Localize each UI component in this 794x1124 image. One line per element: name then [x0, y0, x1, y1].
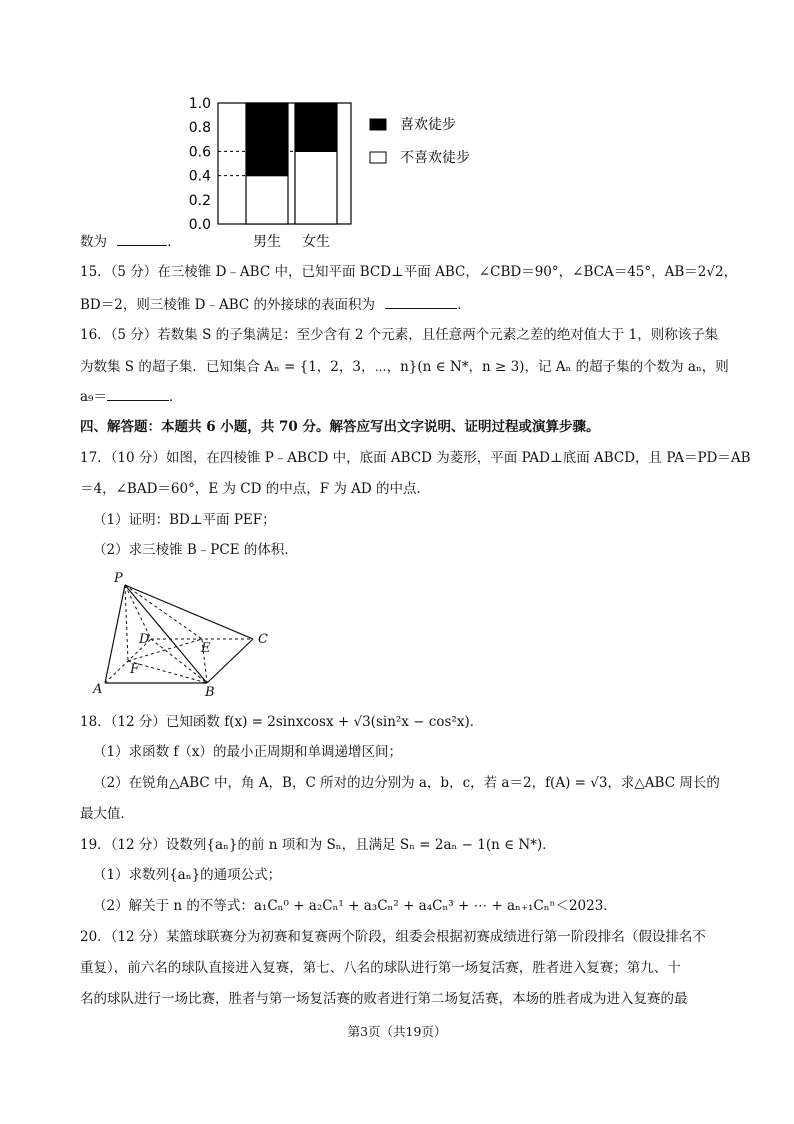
y-tick-label: 0.2 [188, 192, 211, 209]
q19-sub1: （1）求数列{aₙ}的通项公式； [93, 867, 282, 883]
label-A: A [93, 682, 103, 697]
legend-label-like: 喜欢徒步 [400, 117, 456, 133]
label-C: C [258, 632, 268, 647]
label-P: P [114, 571, 123, 586]
q14-text: 数为 [80, 234, 107, 250]
page-footer: 第3页（共19页） [347, 1024, 447, 1039]
y-tick-label: 0.0 [188, 217, 211, 233]
legend-swatch-dislike [370, 152, 386, 163]
q17-sub1: （1）证明：BD⊥平面 PEF； [93, 512, 276, 528]
q16-line3 [80, 388, 182, 406]
bar-segment [295, 151, 337, 224]
q17-sub2: （2）求三棱锥 B﹣PCE 的体积． [93, 542, 298, 558]
q16-end: ． [168, 389, 183, 405]
q15-text: BD＝2，则三棱锥 D﹣ABC 的外接球的表面积为 [80, 297, 375, 313]
q18-sub2b: 最大值． [80, 806, 134, 822]
q20-line1: 20．（12 分）某篮球联赛分为初赛和复赛两个阶段，组委会根据初赛成绩进行第一阶段排名（假设排名不 [80, 929, 706, 945]
label-B: B [205, 685, 215, 700]
q14-answer-blank[interactable] [117, 233, 167, 246]
q15-line2 [80, 296, 471, 314]
q16-text: a₉＝ [80, 389, 107, 405]
y-tick-label: 0.8 [188, 120, 211, 137]
label-F: F [130, 662, 140, 677]
x-category-label: 女生 [302, 234, 330, 250]
legend-swatch-like [370, 119, 386, 130]
q16-line1: 16．（5 分）若数集 S 的子集满足：至少含有 2 个元素，且任意两个元素之差的绝对值大于 1，则称该子集 [80, 327, 719, 343]
q17-line1: 17．（10 分）如图，在四棱锥 P﹣ABCD 中，底面 ABCD 为菱形，平面 PAD⊥底面 ABCD，且 PA＝PD＝AB [80, 450, 751, 466]
q18-line1: 18．（12 分）已知函数 f(x) = 2sinxcosx + √3(sin²x − cos²x)． [80, 714, 484, 730]
y-tick-label: 1.0 [188, 96, 211, 112]
bar-segment [295, 103, 337, 151]
bar-segment [246, 103, 288, 176]
y-tick-label: 0.4 [188, 168, 211, 185]
label-D: D [139, 632, 150, 647]
q19-line1: 19．（12 分）设数列{aₙ}的前 n 项和为 Sₙ，且满足 Sₙ = 2aₙ − 1(n ∈ N*)． [80, 837, 556, 853]
q14-tail [80, 233, 181, 251]
label-E: E [201, 641, 211, 656]
q17-line2: ＝4，∠BAD＝60°，E 为 CD 的中点，F 为 AD 的中点． [80, 481, 431, 497]
q18-sub1: （1）求函数 f（x）的最小正周期和单调递增区间； [93, 744, 402, 760]
q16-answer-blank[interactable] [107, 388, 169, 401]
q15-line1: 15．（5 分）在三棱锥 D﹣ABC 中，已知平面 BCD⊥平面 ABC，∠CBD＝90°，∠BCA＝45°，AB＝2√2， [80, 264, 738, 280]
q19-sub2: （2）解关于 n 的不等式：a₁Cₙ⁰ + a₂Cₙ¹ + a₃Cₙ² + a₄Cₙ³ + ⋯ + aₙ₊₁Cₙⁿ＜2023． [93, 898, 617, 914]
pyramid-figure [85, 565, 285, 700]
q16-line2: 为数集 S 的超子集．已知集合 Aₙ = {1，2，3，⋯，n}(n ∈ N*，n ≥ 3)，记 Aₙ 的超子集的个数为 aₙ，则 [80, 359, 729, 375]
q14-end: ． [167, 234, 181, 250]
q18-sub2: （2）在锐角△ABC 中，角 A，B，C 所对的边分别为 a，b，c，若 a＝2，f(A) = √3，求△ABC 周长的 [93, 775, 720, 791]
q20-line3: 名的球队进行一场比赛，胜者与第一场复活赛的败者进行第二场复活赛，本场的胜者成为进入复赛的最 [80, 991, 688, 1007]
q15-answer-blank[interactable] [385, 296, 457, 309]
legend-label-dislike: 不喜欢徒步 [400, 150, 470, 166]
q15-end: ． [457, 297, 471, 313]
section4-heading: 四、解答题：本题共 6 小题，共 70 分。解答应写出文字说明、证明过程或演算步骤。 [80, 419, 600, 435]
q20-line2: 重复），前六名的球队直接进入复赛，第七、八名的球队进行第一场复活赛，胜者进入复赛；第九、十 [80, 960, 681, 976]
x-category-label: 男生 [253, 234, 281, 250]
y-tick-label: 0.6 [188, 144, 211, 161]
bar-segment [246, 176, 288, 224]
bar-chart [180, 90, 510, 260]
